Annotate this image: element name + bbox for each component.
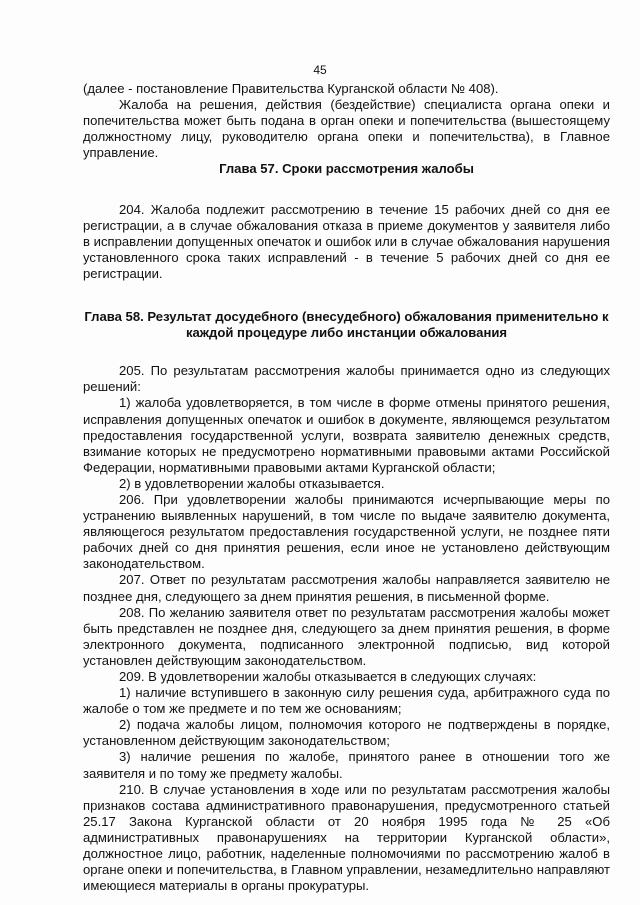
- paragraph-206: 206. При удовлетворении жалобы принимаются исчерпывающие меры по устранению выявленных нарушений, в том числе по выдаче заявителю документа, являющегося результатом предоставления государственной услуги, не позднее пяти рабочих дней со дня принятия решения, если иное не установлено действующим законодательством.: [83, 491, 610, 572]
- paragraph-204: 204. Жалоба подлежит рассмотрению в течение 15 рабочих дней со дня ее регистрации, а в случае обжалования отказа в приеме документов у заявителя либо в исправлении допущенных опечаток и ошибок или в случае обжалования нарушения установленного срока таких исправлений - в течение 5 рабочих дней со дня ее регистрации.: [83, 201, 610, 281]
- chapter-58-heading: Глава 58. Результат досудебного (внесудебного) обжалования применительно к каждой процедуре либо инстанции обжалования: [84, 309, 609, 341]
- paragraph-205-item-1: 1) жалоба удовлетворяется, в том числе в форме отмены принятого решения, исправления допущенных опечаток и ошибок в документе, являющемся результатом предоставления государственной услуги, возврата заявителю денежных средств, взимание которых не предусмотрено нормативными правовыми актами Российской Федерации, нормативными правовыми актами Курганской области;: [83, 395, 610, 475]
- document-body: [83, 81, 610, 894]
- page-number: 45: [313, 63, 327, 77]
- paragraph-210: 210. В случае установления в ходе или по результатам рассмотрения жалобы признаков состава административного правонарушения, предусмотренного статьей 25.17 Закона Курганской области от 20 ноября 1995 года № 25 «Об административных правонарушениях на территории Курганской области», должностное лицо, работник, наделенные полномочиями по рассмотрению жалоб в органе опеки и попечительства, в Главном управлении, незамедлительно направляют имеющиеся материалы в органы прокуратуры.: [83, 781, 610, 894]
- paragraph-continuation: (далее - постановление Правительства Курганской области № 408).: [83, 81, 499, 96]
- paragraph-complaint-submission: Жалоба на решения, действия (бездействие) специалиста органа опеки и попечительства может быть подана в орган опеки и попечительства (вышестоящему должностному лицу, руководителю органа опеки и попечительства), в Главное управление.: [83, 97, 610, 161]
- paragraph-207: 207. Ответ по результатам рассмотрения жалобы направляется заявителю не позднее дня, следующего за днем принятия решения, в письменной форме.: [83, 572, 610, 604]
- paragraph-209-item-1: 1) наличие вступившего в законную силу решения суда, арбитражного суда по жалобе о том же предмете и по тем же основаниям;: [83, 685, 610, 717]
- paragraph-208: 208. По желанию заявителя ответ по результатам рассмотрения жалобы может быть представлен не позднее дня, следующего за днем принятия решения, в форме электронного документа, подписанного электронной подписью, вид которой установлен действующим законодательством.: [83, 604, 610, 668]
- paragraph-209-item-3: 3) наличие решения по жалобе, принятого ранее в отношении того же заявителя и по тому же предмету жалобы.: [83, 749, 610, 781]
- chapter-57-heading: Глава 57. Сроки рассмотрения жалобы: [219, 161, 474, 177]
- paragraph-205: 205. По результатам рассмотрения жалобы принимается одно из следующих решений:: [83, 363, 610, 395]
- paragraph-209: 209. В удовлетворении жалобы отказывается в следующих случаях:: [119, 669, 537, 684]
- paragraph-205-item-2: 2) в удовлетворении жалобы отказывается.: [119, 475, 385, 491]
- paragraph-209-item-2: 2) подача жалобы лицом, полномочия которого не подтверждены в порядке, установленном действующим законодательством;: [83, 717, 610, 749]
